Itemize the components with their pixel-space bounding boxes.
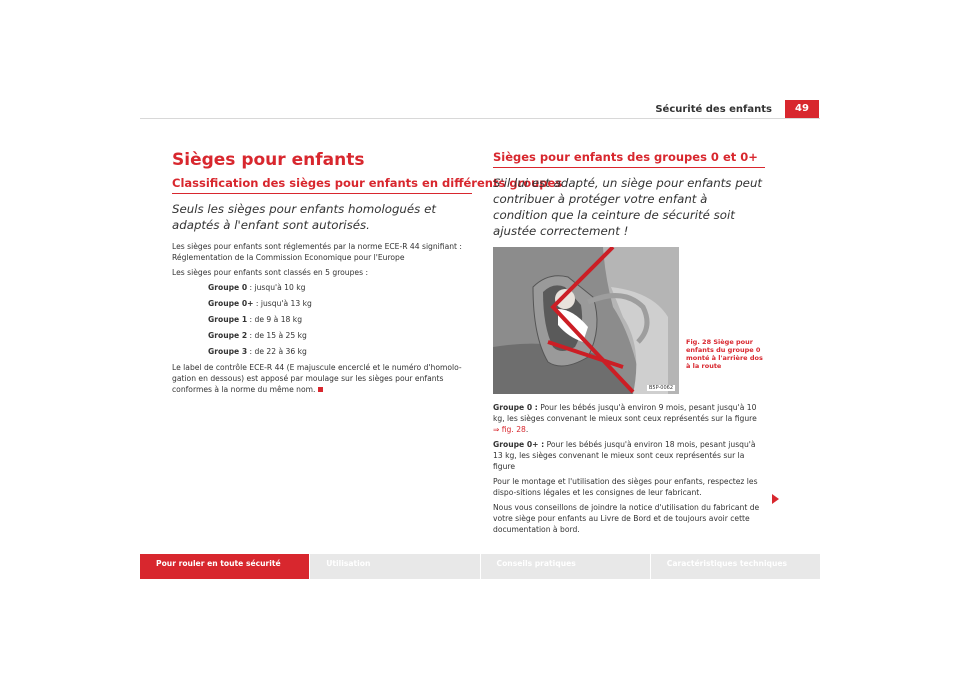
groupe-0-text: Pour les bébés jusqu'à environ 9 mois, pesant jusqu'à 10 kg, les sièges convenant le mieux sont ceux représentés sur la figure (493, 403, 757, 423)
end-of-section-icon (318, 387, 323, 392)
paragraph-label-text: Le label de contrôle ECE-R 44 (E majuscule encerclé et le numéro d'homolo-gation en dessous) est apposé par moulage sur les sièges pour enfants conformes à la norme du même nom. (172, 363, 462, 394)
groupe-0-label: Groupe 0 : (493, 403, 538, 412)
group-value: : de 22 à 36 kg (247, 347, 307, 356)
intro-text-right: S'il lui est adapté, un siège pour enfants peut contribuer à protéger votre enfant à condition que la ceinture de sécurité soit ajustée correctement ! (493, 176, 763, 238)
figure-28-link[interactable]: ⇒ fig. 28 (493, 425, 526, 434)
groupe-0-plus-text: Pour les bébés jusqu'à environ 18 mois, pesant jusqu'à 13 kg, les sièges convenant le mieux sont ceux représentés sur la figure (493, 440, 756, 471)
group-label: Groupe 0 (208, 283, 248, 292)
footer-nav (140, 554, 820, 579)
group-item (172, 330, 472, 341)
figure-caption: Fig. 28 Siège pour enfants du groupe 0 monté à l'arrière dos à la route (686, 338, 763, 370)
child-seat-illustration (493, 247, 679, 394)
subsection-title: Classification des sièges pour enfants en différents groupes (172, 176, 472, 194)
page-number: 49 (785, 100, 819, 118)
paragraph-montage: Pour le montage et l'utilisation des sièges pour enfants, respectez les dispo-sitions légales et les consignes de leur fabricant. (493, 477, 758, 497)
paragraph-label (172, 362, 472, 395)
footer-tab-conseils[interactable]: Conseils pratiques (481, 554, 650, 579)
figure-code: B5P-0062 (648, 385, 673, 391)
intro-text: Seuls les sièges pour enfants homologués et adaptés à l'enfant sont autorisés. (172, 202, 436, 232)
group-label: Groupe 1 (208, 315, 248, 324)
next-page-arrow-icon (772, 494, 779, 504)
section-title: Sièges pour enfants (172, 150, 365, 170)
paragraph-norm: Les sièges pour enfants sont réglementés par la norme ECE-R 44 signifiant : Réglementation de la Commission Economique pour l'Europe (172, 242, 462, 262)
left-column (172, 150, 563, 399)
paragraph-groupe-0 (493, 402, 765, 435)
header-divider (140, 118, 820, 119)
groupe-0-end: . (525, 425, 529, 434)
footer-tab-securite[interactable]: Pour rouler en toute sécurité (140, 554, 309, 579)
groupe-0-plus-label: Groupe 0+ : (493, 440, 545, 449)
paragraph-groups-intro: Les sièges pour enfants sont classés en 5 groupes : (172, 268, 369, 277)
group-value: : jusqu'à 10 kg (247, 283, 306, 292)
footer-tab-caracteristiques[interactable]: Caractéristiques techniques (651, 554, 820, 579)
group-value: : jusqu'à 13 kg (253, 299, 312, 308)
group-value: : de 9 à 18 kg (247, 315, 303, 324)
subsection-title-groups-0: Sièges pour enfants des groupes 0 et 0+ (493, 150, 765, 168)
group-label: Groupe 2 (208, 331, 248, 340)
group-label: Groupe 0+ (208, 299, 254, 308)
group-item (172, 314, 472, 325)
paragraph-groupe-0-plus (493, 439, 765, 472)
group-value: : de 15 à 25 kg (247, 331, 307, 340)
group-item (172, 282, 472, 293)
figure-child-seat (493, 247, 679, 394)
running-header-title: Sécurité des enfants (655, 104, 772, 115)
group-item (172, 298, 472, 309)
group-label: Groupe 3 (208, 347, 248, 356)
paragraph-conseil: Nous vous conseillons de joindre la notice d'utilisation du fabricant de votre siège pour enfants au Livre de Bord et de toujours avoir cette documentation à bord. (493, 503, 760, 534)
footer-tab-utilisation[interactable]: Utilisation (310, 554, 479, 579)
group-item (172, 346, 472, 357)
